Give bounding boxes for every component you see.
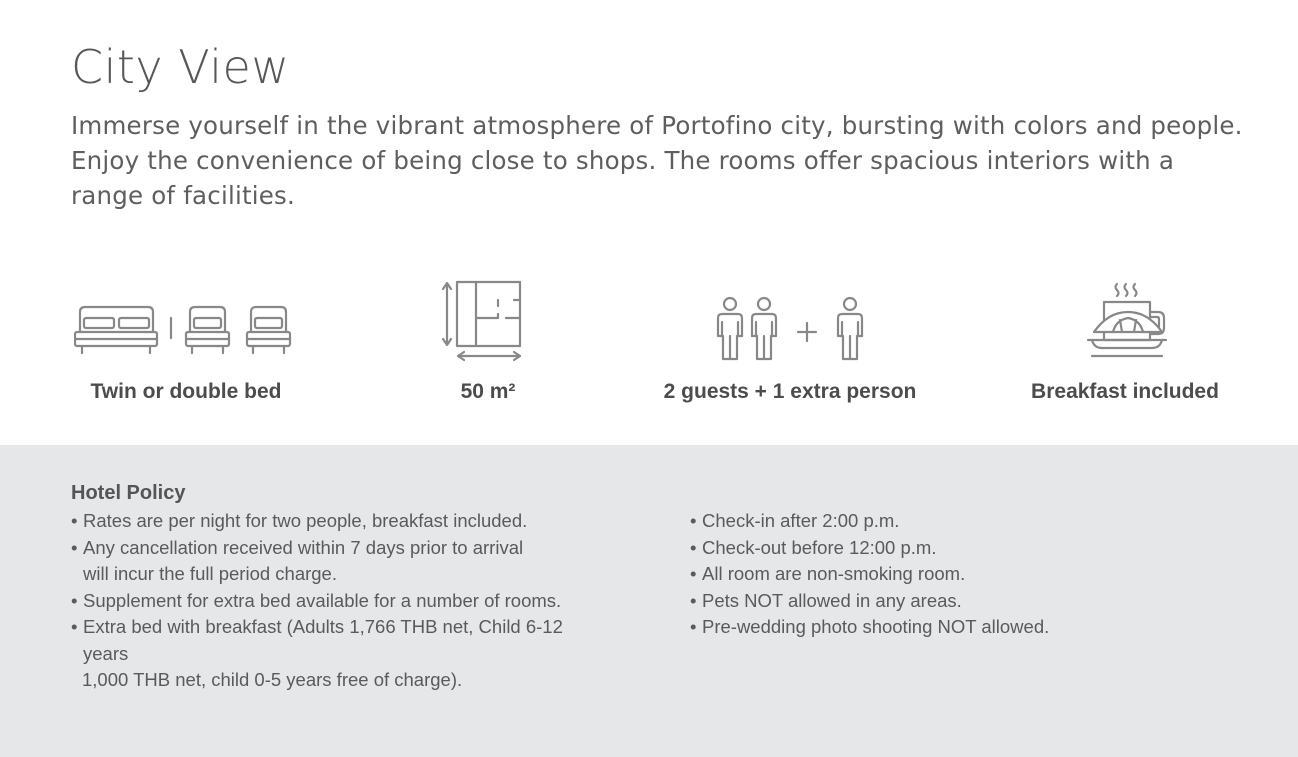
bed-icon xyxy=(74,270,298,365)
policy-item-line: • Rates are per night for two people, breakfast included. xyxy=(83,510,528,531)
policy-list-left xyxy=(71,508,651,694)
feature-label-breakfast: Breakfast included xyxy=(1031,380,1219,403)
policy-item: • Check-out before 12:00 p.m. xyxy=(690,535,1210,562)
policy-item: • Check-in after 2:00 p.m. xyxy=(690,508,1210,535)
policy-item xyxy=(71,614,651,694)
policy-list-right xyxy=(690,508,1210,641)
feature-breakfast xyxy=(1031,270,1219,403)
guests-icon xyxy=(710,270,870,365)
policy-item-line: • Extra bed with breakfast (Adults 1,766 THB net, Child 6-12 xyxy=(83,616,563,637)
hotel-policy-section xyxy=(0,445,1298,757)
feature-label-bed: Twin or double bed xyxy=(90,380,282,403)
feature-label-size: 50 m² xyxy=(460,380,516,403)
room-size-icon xyxy=(438,270,538,365)
policy-item-line: • Any cancellation received within 7 days prior to arrival xyxy=(83,536,524,558)
room-title: City View xyxy=(71,40,290,94)
policy-item: • Pre-wedding photo shooting NOT allowed. xyxy=(690,614,1210,641)
policy-title: Hotel Policy xyxy=(71,482,186,504)
room-description: Immerse yourself in the vibrant atmosphere of Portofino city, bursting with colors and people. Enjoy the convenience of being close to shops. The rooms offer spacious interiors with a range of facilities. xyxy=(71,111,1243,210)
policy-item xyxy=(71,588,651,615)
policy-item xyxy=(71,508,651,535)
policy-item-line: will incur the full period charge. xyxy=(83,563,337,584)
feature-label-guests: 2 guests + 1 extra person xyxy=(663,380,917,403)
policy-item-line: years xyxy=(83,642,129,664)
feature-room-size xyxy=(438,270,538,403)
policy-item-line: • Supplement for extra bed available for a number of rooms. xyxy=(83,589,562,611)
breakfast-icon xyxy=(1080,270,1170,365)
policy-item: • Pets NOT allowed in any areas. xyxy=(690,588,1210,615)
policy-item xyxy=(71,535,651,588)
feature-bed xyxy=(74,270,298,403)
feature-guests xyxy=(663,270,917,403)
policy-item: • All room are non-smoking room. xyxy=(690,561,1210,588)
policy-item-line: 1,000 THB net, child 0-5 years free of charge). xyxy=(82,669,463,690)
